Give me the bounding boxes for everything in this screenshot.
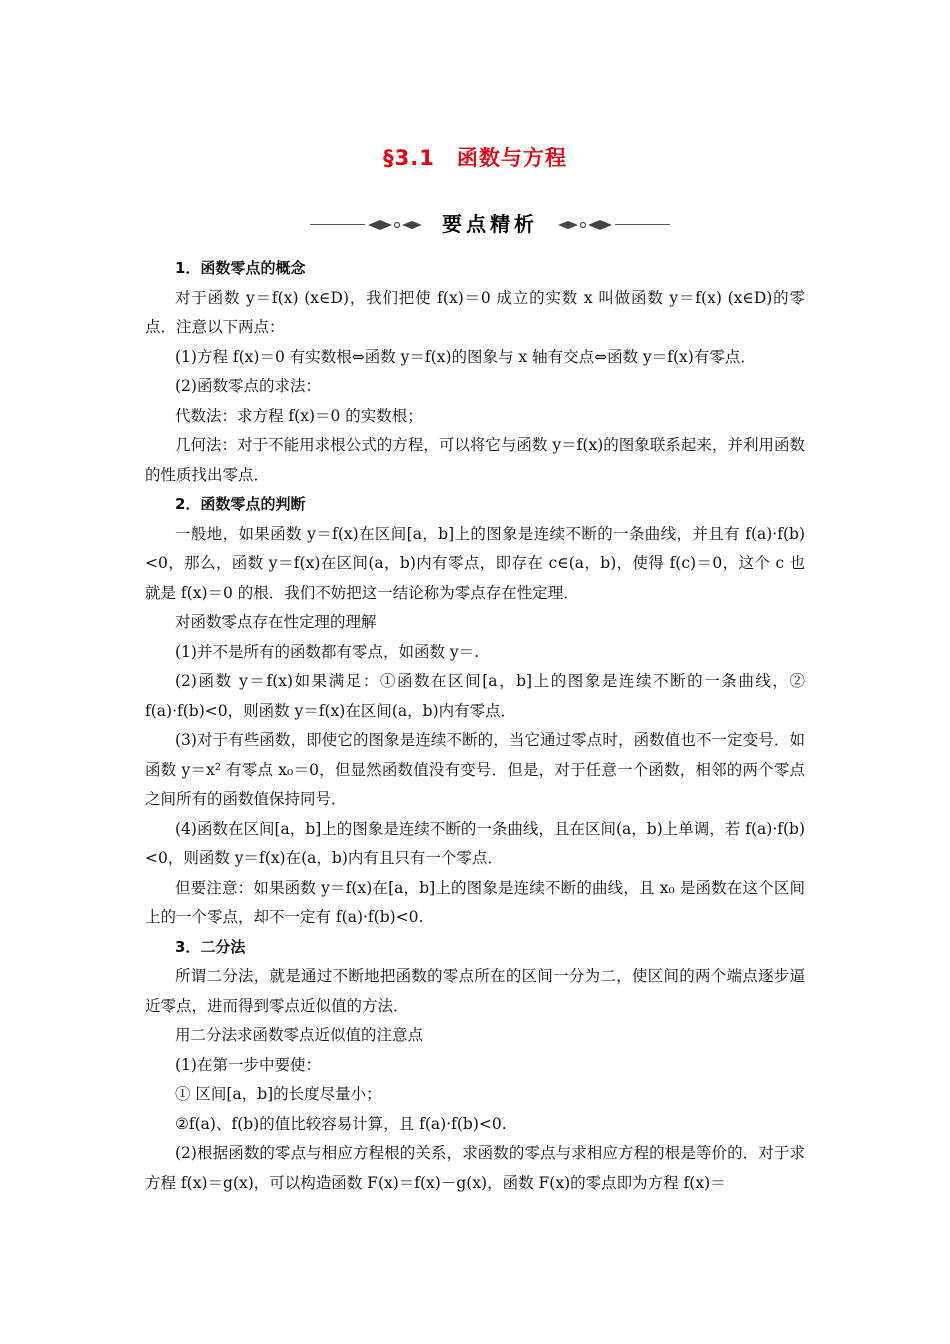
paragraph: 所谓二分法，就是通过不断地把函数的零点所在的区间一分为二，使区间的两个端点逐步逼近零点，进而得到零点近似值的方法． <box>145 967 805 1015</box>
paragraph: (1)方程 f(x)＝0 有实数根⇔函数 y＝f(x)的图象与 x 轴有交点⇔函数 y＝f(x)有零点． <box>175 347 756 366</box>
paragraph: 几何法：对于不能用求根公式的方程，可以将它与函数 y＝f(x)的图象联系起来，并利用函数的性质找出零点． <box>145 436 805 484</box>
paragraph: (2)根据函数的零点与相应方程根的关系，求函数的零点与求相应方程的根是等价的．对于求方程 f(x)＝g(x)，可以构造函数 F(x)＝f(x)－g(x)，函数 F(x)的零点即为方程 f(x)＝ <box>145 1144 805 1192</box>
paragraph: (3)对于有些函数，即使它的图象是连续不断的，当它通过零点时，函数值也不一定变号．如函数 y＝x² 有零点 x₀＝0，但显然函数值没有变号．但是，对于任意一个函数，相邻的两个零点之间所有的函数值保持同号． <box>145 731 805 808</box>
paragraph: 用二分法求函数零点近似值的注意点 <box>175 1026 424 1044</box>
section-banner <box>310 208 670 242</box>
paragraph: (1)并不是所有的函数都有零点，如函数 y＝. <box>175 642 480 661</box>
section-heading: 1．函数零点的概念 <box>175 259 306 277</box>
section-title: §3.1 函数与方程 <box>383 146 567 170</box>
paragraph: 对于函数 y＝f(x) (x∈D)，我们把使 f(x)＝0 成立的实数 x 叫做函数 y＝f(x) (x∈D)的零点．注意以下两点： <box>145 288 805 336</box>
paragraph: (2)函数 y＝f(x)如果满足：①函数在区间[a，b]上的图象是连续不断的一条曲线，② f(a)·f(b)<0，则函数 y＝f(x)在区间(a，b)内有零点． <box>145 672 805 720</box>
section-heading: 2．函数零点的判断 <box>175 495 306 513</box>
paragraph: 一般地，如果函数 y＝f(x)在区间[a，b]上的图象是连续不断的一条曲线，并且有 f(a)·f(b)<0，那么，函数 y＝f(x)在区间(a，b)内有零点，即存在 c∈(a，b)，使得 f(c)＝0，这个 c 也就是 f(x)＝0 的根．我们不妨把这一结论称为零点存在性定理． <box>145 524 805 602</box>
document-body <box>145 254 805 1198</box>
banner-title: 要点精析 <box>442 212 538 236</box>
banner-rule-right <box>615 224 670 225</box>
paragraph: 代数法：求方程 f(x)＝0 的实数根； <box>175 406 423 425</box>
section-heading: 3．二分法 <box>175 937 246 956</box>
ornament-right-icon <box>556 217 614 233</box>
paragraph: (1)在第一步中要使： <box>175 1055 321 1074</box>
paragraph: ②f(a)、f(b)的值比较容易计算，且 f(a)·f(b)<0. <box>175 1114 507 1133</box>
paragraph: 但要注意：如果函数 y＝f(x)在[a，b]上的图象是连续不断的曲线，且 x₀ 是函数在这个区间上的一个零点，却不一定有 f(a)·f(b)<0. <box>145 878 805 926</box>
paragraph: (4)函数在区间[a，b]上的图象是连续不断的一条曲线，且在区间(a，b)上单调，若 f(a)·f(b)<0，则函数 y＝f(x)在(a，b)内有且只有一个零点． <box>145 819 805 867</box>
paragraph: 对函数零点存在性定理的理解 <box>175 613 377 631</box>
paragraph: ① 区间[a，b]的长度尽量小； <box>175 1085 382 1103</box>
paragraph: (2)函数零点的求法： <box>175 377 321 395</box>
